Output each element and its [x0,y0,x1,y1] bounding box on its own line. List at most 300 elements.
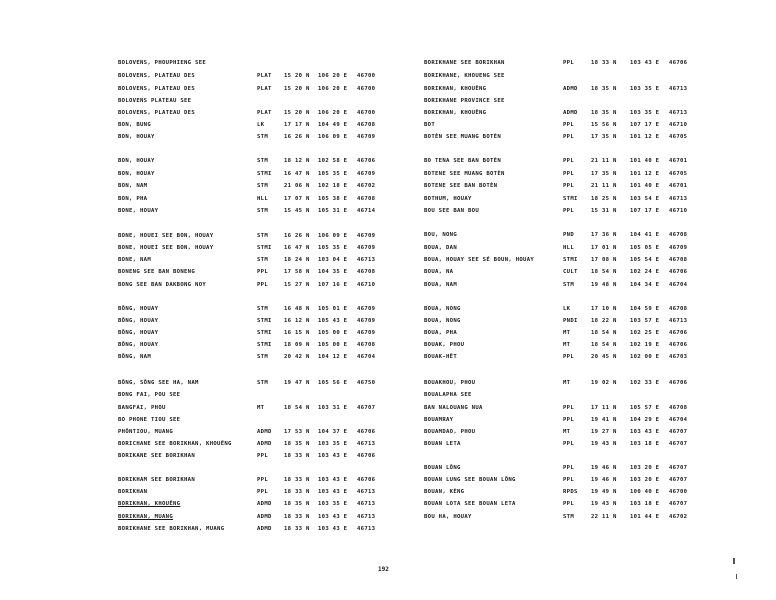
entry-lat: 19 43 N [591,441,617,447]
entry-code: 46708 [357,122,376,128]
entry-lon: 103 43 E [630,60,660,66]
entry-code: 46704 [357,354,376,360]
entry-type: HLL [257,196,269,202]
entry-code: 46707 [669,501,688,507]
gazetteer-entry [0,243,776,253]
entry-lat: 19 41 N [591,417,617,423]
entry-name: BOUALAPHA SEE [424,392,472,398]
entry-lon: 103 35 E [318,441,348,447]
entry-lat: 20 45 N [591,354,617,360]
entry-lon: 104 37 E [318,429,348,435]
entry-name: BÔNG, SÔNG SEE HA, NAM [118,380,199,386]
entry-type: STMI [257,330,272,336]
entry-lon: 106 20 E [318,73,348,79]
entry-code: 46704 [669,417,688,423]
entry-type: MT [563,330,571,336]
entry-lon: 106 09 E [318,134,348,140]
entry-name: BOTENE SEE BAN BOTÈN [424,183,498,189]
entry-type: PLAT [257,86,272,92]
entry-type: STM [257,380,269,386]
entry-type: STM [257,208,269,214]
entry-lat: 18 35 N [284,501,310,507]
gazetteer-entry [0,439,776,449]
entry-lon: 107 17 E [630,208,660,214]
entry-type: STM [257,158,269,164]
entry-lat: 19 47 N [284,380,310,386]
entry-name: BONG FAI, POU SEE [118,392,181,398]
entry-lat: 18 54 N [591,342,617,348]
entry-lat: 19 43 N [591,501,617,507]
entry-code: 46714 [357,208,376,214]
entry-name: BOUA, NONG [424,318,461,324]
entry-name: BOU SEE BAN BOU [424,208,480,214]
entry-type: PPL [563,441,575,447]
entry-type: PND [563,232,575,238]
entry-lon: 106 09 E [318,233,348,239]
entry-type: STM [563,282,575,288]
entry-lon: 101 40 E [630,158,660,164]
entry-lon: 105 38 E [318,196,348,202]
entry-lat: 17 10 N [591,306,617,312]
entry-code: 46713 [357,514,376,520]
entry-lat: 18 33 N [284,489,310,495]
entry-code: 46709 [357,245,376,251]
entry-name: BOUA, NONG [424,306,461,312]
entry-lat: 15 20 N [284,110,310,116]
entry-code: 46709 [357,330,376,336]
gazetteer-entry [0,181,776,191]
entry-code: 46705 [669,171,688,177]
entry-lat: 15 56 N [591,122,617,128]
entry-type: PPL [563,405,575,411]
entry-name: BORIKHAM SEE BORIKHAN [118,477,196,483]
entry-code: 46707 [669,441,688,447]
entry-lon: 103 54 E [630,196,660,202]
entry-lon: 103 43 E [318,514,348,520]
entry-lon: 103 20 E [630,465,660,471]
entry-type: STM [257,183,269,189]
entry-code: 46706 [357,477,376,483]
entry-lon: 100 40 E [630,489,660,495]
entry-lon: 103 57 E [630,318,660,324]
entry-lon: 106 20 E [318,86,348,92]
entry-name: BOUA, PHA [424,330,458,336]
entry-lon: 103 35 E [630,110,660,116]
entry-name: BANGFAI, PHOU [118,405,166,411]
gazetteer-entry [0,524,776,534]
entry-code: 46706 [669,342,688,348]
entry-name: BORIKHANE SEE BORIKHAN, MUANG [118,526,225,532]
entry-type: PPL [257,477,269,483]
entry-lat: 17 11 N [591,405,617,411]
entry-lat: 17 35 N [591,171,617,177]
entry-lon: 103 18 E [630,441,660,447]
entry-lon: 103 20 E [630,477,660,483]
gazetteer-entry [0,230,776,240]
entry-code: 46708 [669,232,688,238]
entry-lat: 18 33 N [284,453,310,459]
entry-code: 46706 [669,380,688,386]
entry-lon: 101 44 E [630,514,660,520]
entry-code: 46708 [669,405,688,411]
entry-name: BOUAN LOTA SEE BOUAN LETA [424,501,516,507]
entry-lat: 16 12 N [284,318,310,324]
entry-code: 46710 [669,208,688,214]
entry-name: BOU HA, HOUAY [424,514,472,520]
gazetteer-entry [0,328,776,338]
entry-type: PPL [257,282,269,288]
entry-code: 46704 [669,282,688,288]
gazetteer-entry [0,169,776,179]
entry-type: PPL [257,269,269,275]
entry-name: BONE, HOUAY [118,208,159,214]
entry-code: 46708 [669,306,688,312]
entry-name: BAN NALOUANG NUA [424,405,483,411]
entry-code: 46709 [669,245,688,251]
entry-lon: 103 43 E [318,489,348,495]
entry-lat: 18 54 N [284,405,310,411]
entry-lon: 103 31 E [318,405,348,411]
entry-code: 46708 [357,342,376,348]
entry-name: BOUAMRAY [424,417,454,423]
entry-type: ADMD [257,526,272,532]
entry-lon: 104 34 E [630,282,660,288]
entry-lat: 18 35 N [591,110,617,116]
entry-type: PLAT [257,73,272,79]
entry-lat: 18 33 N [284,526,310,532]
entry-name: BÔNG, HOUAY [118,318,159,324]
entry-type: HLL [563,245,575,251]
gazetteer-entry [0,84,776,94]
entry-name: BORIKHAN, KHOUÊNG [424,110,487,116]
entry-code: 46713 [669,196,688,202]
gazetteer-entry [0,267,776,277]
entry-name: BOTENE SEE MUANG BOTÈN [424,171,505,177]
gazetteer-entry [0,340,776,350]
entry-code: 46709 [357,306,376,312]
entry-type: STMI [257,171,272,177]
gazetteer-entry [0,463,776,473]
gazetteer-entry [0,304,776,314]
entry-code: 46709 [357,134,376,140]
entry-lon: 106 20 E [318,110,348,116]
entry-name: PHÔNTIOU, MUANG [118,429,174,435]
entry-type: PPL [563,60,575,66]
entry-name: BOU, NONG [424,232,458,238]
gazetteer-entry [0,316,776,326]
scan-speck [733,558,735,564]
entry-name: BOUAMDAO, PHOU [424,429,476,435]
entry-code: 46706 [669,330,688,336]
entry-lon: 101 12 E [630,171,660,177]
entry-code: 46707 [669,477,688,483]
gazetteer-entry [0,390,776,400]
entry-name: BON, NAM [118,183,148,189]
entry-lat: 17 01 N [591,245,617,251]
entry-code: 46707 [669,429,688,435]
gazetteer-entry [0,403,776,413]
entry-code: 46706 [357,429,376,435]
entry-lat: 18 09 N [284,342,310,348]
entry-lon: 104 35 E [318,269,348,275]
entry-type: PPL [257,489,269,495]
entry-lat: 18 12 N [284,158,310,164]
gazetteer-entry [0,194,776,204]
gazetteer-entry [0,475,776,485]
entry-name: BORIKHANE, KHOUENG SEE [424,73,505,79]
entry-name: BÔNG, HOUAY [118,306,159,312]
entry-type: PPL [563,183,575,189]
entry-name: BORIKHAN [118,489,148,495]
entry-type: ADMD [563,86,578,92]
entry-type: PPL [563,465,575,471]
entry-lon: 102 25 E [630,330,660,336]
gazetteer-entry [0,451,776,461]
entry-code: 46706 [669,269,688,275]
entry-lon: 105 35 E [318,171,348,177]
entry-type: MT [563,380,571,386]
entry-lon: 103 35 E [318,501,348,507]
entry-lon: 103 35 E [630,86,660,92]
entry-code: 46708 [357,269,376,275]
entry-lat: 15 31 N [591,208,617,214]
entry-name: BON, PHA [118,196,148,202]
entry-lat: 18 22 N [591,318,617,324]
entry-lon: 103 43 E [630,429,660,435]
entry-lon: 105 54 E [630,257,660,263]
entry-type: STM [563,514,575,520]
entry-lon: 105 57 E [630,405,660,411]
entry-code: 46707 [669,465,688,471]
entry-type: CULT [563,269,578,275]
entry-code: 46700 [357,73,376,79]
entry-type: LK [257,122,265,128]
entry-name: BOTÈN SEE MUANG BOTÈN [424,134,502,140]
entry-lat: 16 48 N [284,306,310,312]
entry-type: PPL [563,122,575,128]
entry-lat: 16 15 N [284,330,310,336]
entry-lat: 18 33 N [284,514,310,520]
entry-name: BONE, HOUEI SEE BON, HOUAY [118,233,214,239]
page-number: 192 [378,566,389,573]
entry-lat: 21 11 N [591,158,617,164]
entry-code: 46713 [357,257,376,263]
entry-lon: 102 19 E [630,342,660,348]
gazetteer-entry [0,415,776,425]
entry-lat: 18 35 N [284,441,310,447]
entry-type: STM [257,306,269,312]
entry-type: PPL [563,158,575,164]
entry-name: BONENG SEE BAN BONENG [118,269,196,275]
entry-lon: 104 49 E [318,122,348,128]
entry-code: 46713 [669,110,688,116]
entry-name: BÔNG, HOUAY [118,342,159,348]
entry-type: RPDS [563,489,578,495]
entry-name: BORIKHAN, MUANG [118,514,174,520]
entry-code: 46700 [357,110,376,116]
entry-name: BOLOVENS, PLATEAU DES [118,110,196,116]
entry-code: 46702 [669,514,688,520]
entry-lat: 17 07 N [284,196,310,202]
entry-name: BOLOVENS, PLATEAU DES [118,86,196,92]
entry-lat: 19 46 N [591,465,617,471]
entry-code: 46707 [357,405,376,411]
entry-lat: 16 26 N [284,233,310,239]
entry-lon: 104 29 E [630,417,660,423]
entry-code: 46709 [357,318,376,324]
entry-name: BOUAN LÔNG [424,465,461,471]
entry-type: STMI [257,245,272,251]
entry-lon: 103 43 E [318,477,348,483]
entry-lon: 105 43 E [318,318,348,324]
gazetteer-entry [0,120,776,130]
entry-name: BORIKHAN, KHOUÊNG [118,501,181,507]
entry-lat: 17 08 N [591,257,617,263]
entry-type: PLAT [257,110,272,116]
entry-name: BOUAK, PHOU [424,342,465,348]
entry-lat: 18 33 N [591,60,617,66]
entry-lat: 17 58 N [284,269,310,275]
entry-type: STMI [563,257,578,263]
entry-type: PPL [563,477,575,483]
entry-lat: 17 53 N [284,429,310,435]
entry-lat: 21 06 N [284,183,310,189]
entry-type: PPL [563,171,575,177]
entry-code: 46702 [357,183,376,189]
entry-name: BONG SEE BAN DAKBONG NOY [118,282,207,288]
gazetteer-entry [0,499,776,509]
entry-type: ADMD [257,514,272,520]
entry-lon: 103 18 E [630,501,660,507]
entry-type: MT [563,429,571,435]
entry-lon: 104 41 E [630,232,660,238]
entry-name: BORIKANE SEE BORIKHAN [118,453,196,459]
entry-type: STM [257,257,269,263]
gazetteer-entry [0,132,776,142]
entry-type: STMI [257,342,272,348]
entry-type: PPL [563,134,575,140]
entry-lat: 18 54 N [591,269,617,275]
entry-lon: 102 33 E [630,380,660,386]
entry-lon: 105 56 E [318,380,348,386]
entry-code: 46710 [357,282,376,288]
entry-lat: 18 35 N [591,86,617,92]
entry-name: BORIKHANE SEE BORIKHAN [424,60,505,66]
entry-code: 46713 [357,441,376,447]
entry-lon: 101 12 E [630,134,660,140]
entry-name: BON, HOUAY [118,171,155,177]
entry-name: BOUA, NA [424,269,454,275]
gazetteer-entry [0,108,776,118]
gazetteer-entry [0,352,776,362]
entry-name: BONE, NAM [118,257,152,263]
entry-lat: 18 33 N [284,477,310,483]
entry-code: 46700 [357,86,376,92]
gazetteer-entry [0,206,776,216]
entry-code: 46713 [669,86,688,92]
entry-name: BORICHANE SEE BORIKHAN, KHOUÊNG [118,441,232,447]
entry-type: STM [257,233,269,239]
entry-lon: 105 00 E [318,330,348,336]
entry-code: 46713 [669,318,688,324]
entry-code: 46701 [669,183,688,189]
entry-code: 46706 [669,60,688,66]
entry-code: 46750 [357,380,376,386]
gazetteer-entry [0,96,776,106]
entry-lon: 105 01 E [318,306,348,312]
entry-name: BÔNG, NAM [118,354,152,360]
entry-lon: 107 16 E [318,282,348,288]
entry-name: BOUA, HOUAY SEE SÉ BOUN, HOUAY [424,257,535,263]
entry-name: BOUAN LUNG SEE BOUAN LÔNG [424,477,516,483]
entry-name: BOTHUM, HOUAY [424,196,472,202]
entry-lat: 15 27 N [284,282,310,288]
entry-code: 46700 [669,489,688,495]
entry-type: PPL [563,501,575,507]
entry-type: ADMD [257,441,272,447]
entry-type: ADMD [257,501,272,507]
entry-lat: 18 54 N [591,330,617,336]
entry-lat: 18 24 N [284,257,310,263]
entry-type: MT [257,405,265,411]
entry-lat: 17 17 N [284,122,310,128]
entry-type: ADMD [257,429,272,435]
entry-code: 46703 [669,354,688,360]
entry-type: MT [563,342,571,348]
gazetteer-entry [0,512,776,522]
entry-code: 46713 [357,526,376,532]
gazetteer-entry [0,280,776,290]
entry-name: BOLOVENS, PHOUPHIENG SEE [118,60,207,66]
gazetteer-entry [0,58,776,68]
entry-lat: 19 27 N [591,429,617,435]
entry-name: BOUAN, KÈNG [424,489,465,495]
entry-lat: 15 20 N [284,73,310,79]
entry-name: BON, HOUAY [118,158,155,164]
scan-speck [736,574,737,579]
entry-code: 46713 [357,501,376,507]
entry-lat: 21 11 N [591,183,617,189]
entry-type: PPL [563,417,575,423]
entry-name: BORIKHAN, KHOUÊNG [424,86,487,92]
entry-lat: 18 25 N [591,196,617,202]
entry-name: BOT [424,122,436,128]
entry-code: 46709 [357,171,376,177]
entry-lon: 101 40 E [630,183,660,189]
entry-lon: 102 18 E [318,183,348,189]
entry-lon: 105 05 E [630,245,660,251]
entry-lon: 103 04 E [318,257,348,263]
entry-lat: 19 49 N [591,489,617,495]
gazetteer-entry [0,255,776,265]
entry-type: PPL [563,208,575,214]
entry-code: 46709 [357,233,376,239]
entry-code: 46705 [669,134,688,140]
entry-type: STMI [257,318,272,324]
entry-lon: 104 59 E [630,306,660,312]
entry-type: ADMD [563,110,578,116]
entry-lon: 103 43 E [318,453,348,459]
entry-lat: 16 26 N [284,134,310,140]
entry-name: BON, HOUAY [118,134,155,140]
gazetteer-entry [0,156,776,166]
entry-name: BOUAK-HÊT [424,354,458,360]
entry-name: BOUA, NAM [424,282,458,288]
entry-code: 46706 [357,453,376,459]
entry-name: BON, BUNG [118,122,152,128]
entry-type: PPL [563,354,575,360]
entry-type: STMI [563,196,578,202]
